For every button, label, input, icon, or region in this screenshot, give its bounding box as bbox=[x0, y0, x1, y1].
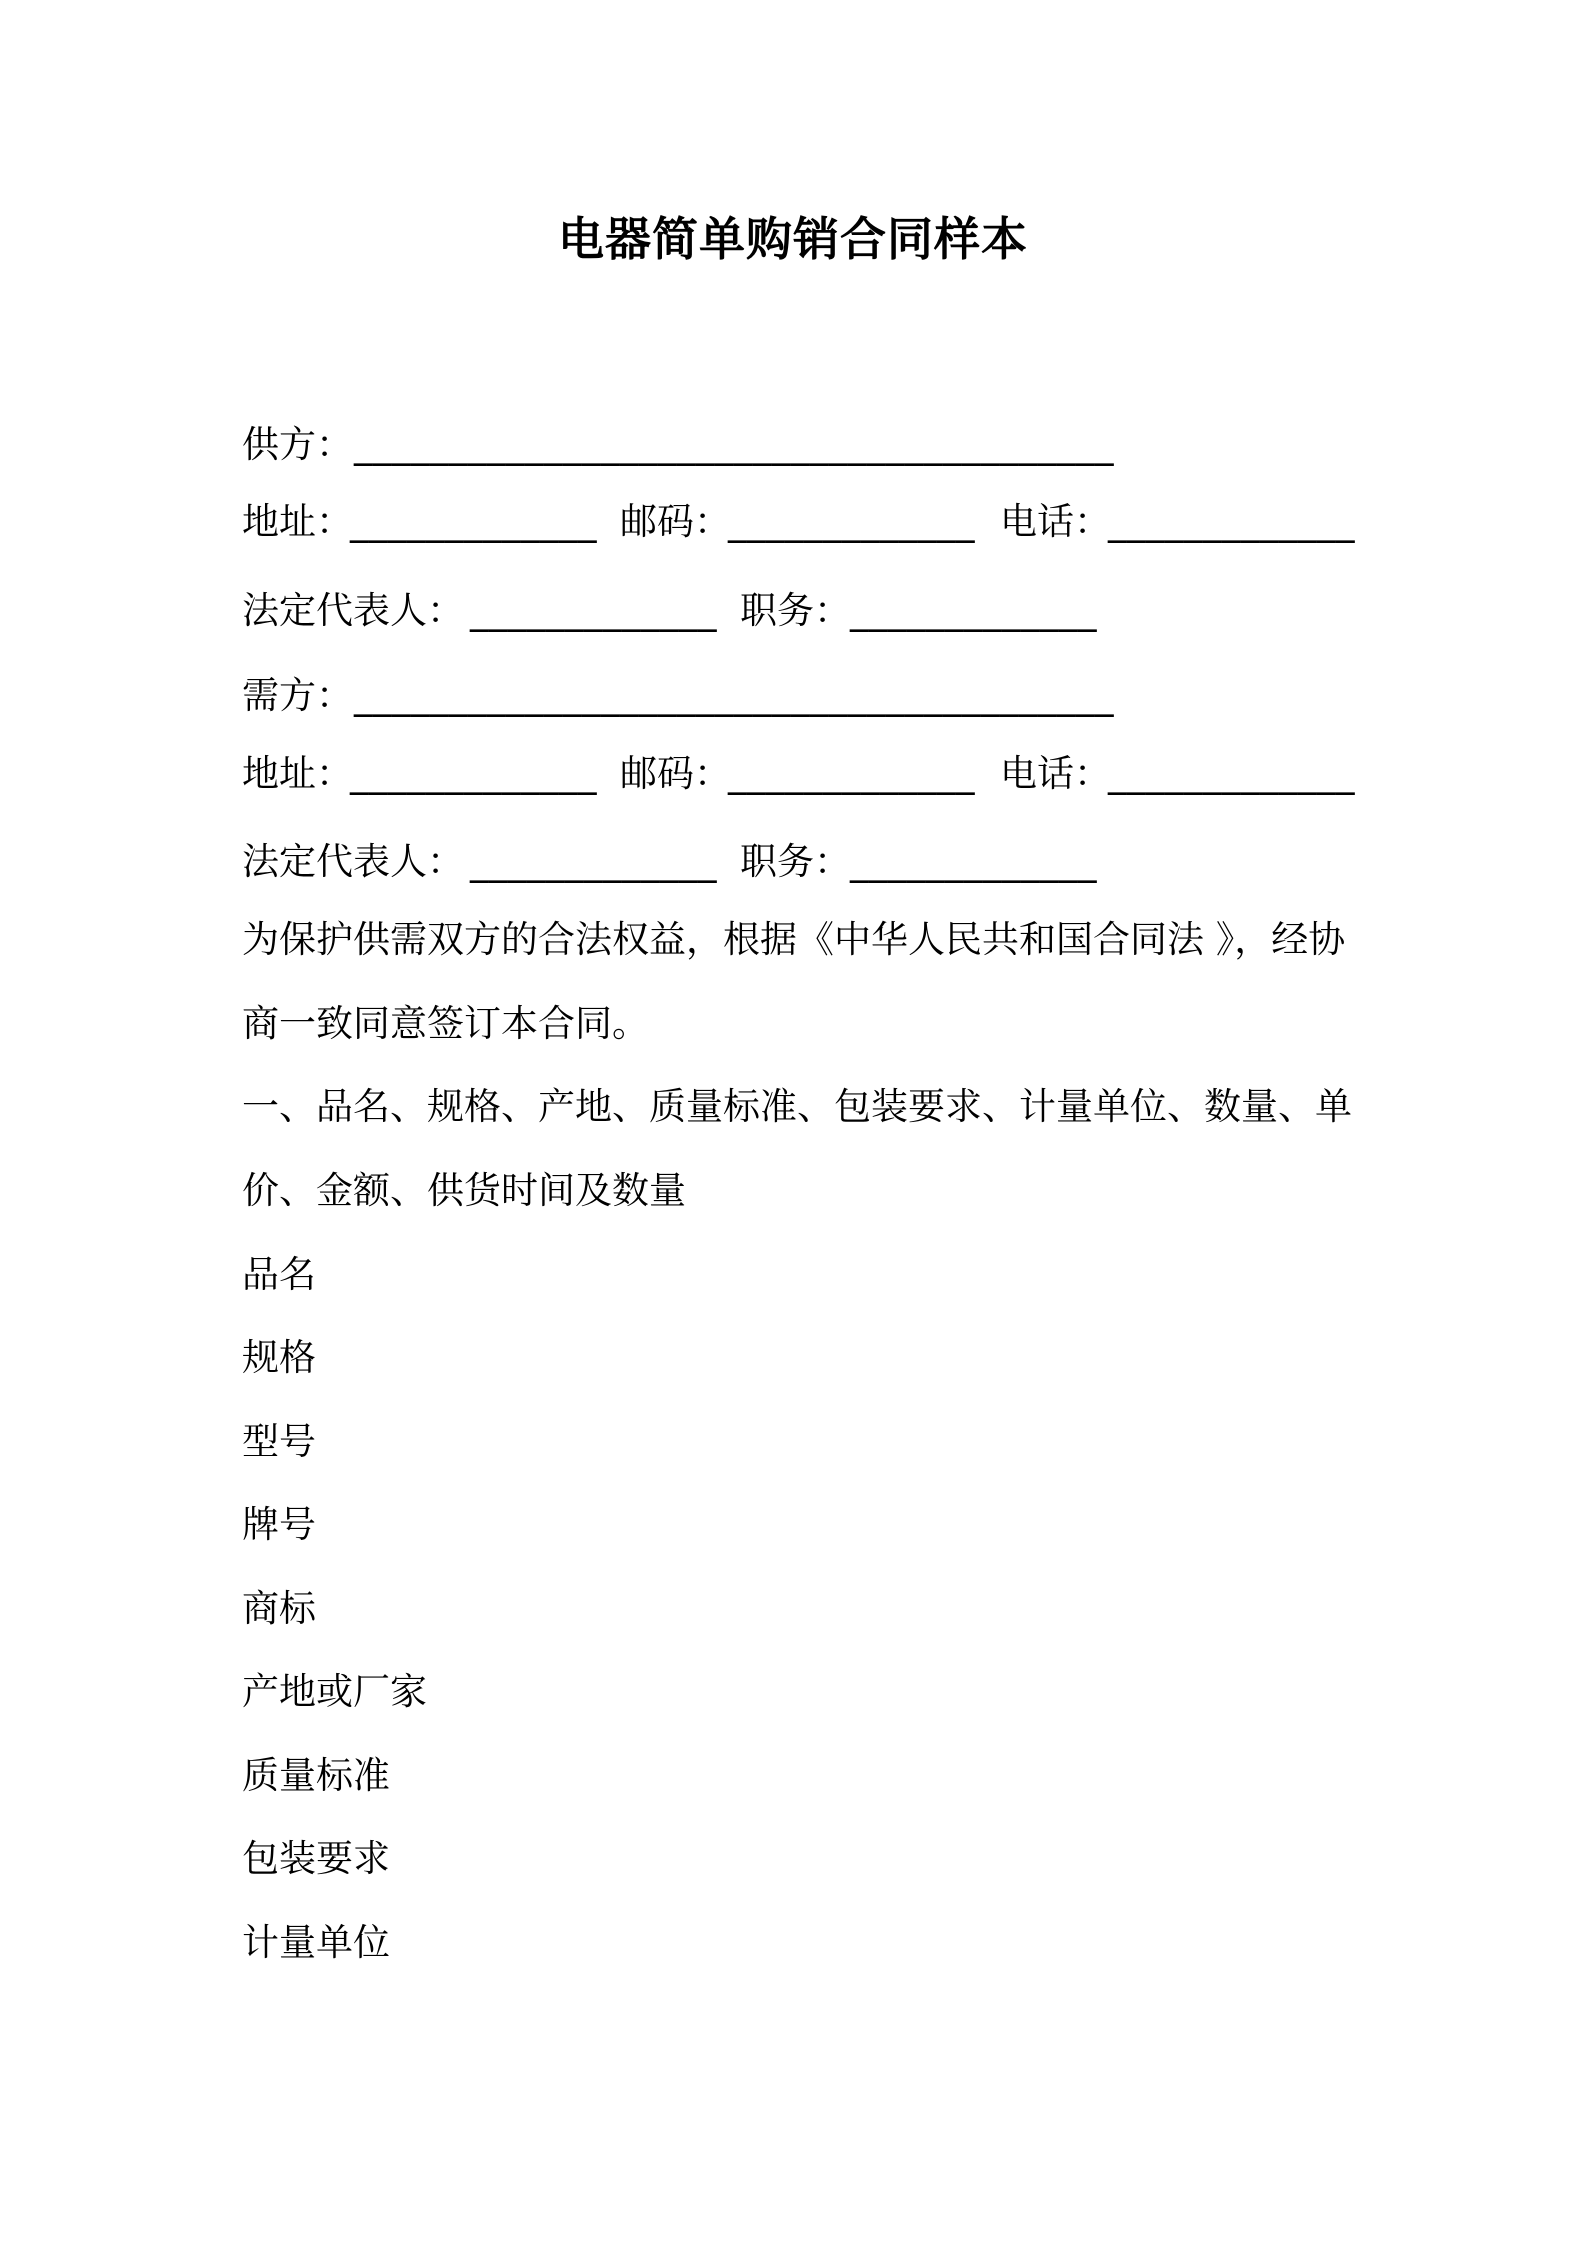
supplier-phone-field[interactable]: _____________ bbox=[1108, 500, 1355, 543]
buyer-postcode-field[interactable]: _____________ bbox=[728, 752, 975, 795]
supplier-phone-label: 电话： bbox=[1000, 500, 1111, 543]
section-1-heading-line-1: 一、品名、规格、产地、质量标准、包装要求、计量单位、数量、单 bbox=[242, 1085, 1352, 1128]
buyer-phone-label: 电话： bbox=[1000, 752, 1111, 795]
supplier-title-field[interactable]: _____________ bbox=[850, 589, 1097, 632]
supplier-title-label: 职务： bbox=[740, 589, 851, 632]
buyer-phone-field[interactable]: _____________ bbox=[1108, 752, 1355, 795]
supplier-postcode-field[interactable]: _____________ bbox=[728, 500, 975, 543]
list-item: 品名 bbox=[242, 1253, 316, 1296]
list-item: 牌号 bbox=[242, 1503, 316, 1546]
list-item: 质量标准 bbox=[242, 1754, 390, 1797]
supplier-rep-label: 法定代表人： bbox=[242, 589, 464, 632]
buyer-title-field[interactable]: _____________ bbox=[850, 840, 1097, 883]
buyer-title-label: 职务： bbox=[740, 840, 851, 883]
supplier-address-field[interactable]: _____________ bbox=[350, 500, 597, 543]
list-item: 包装要求 bbox=[242, 1837, 390, 1880]
list-item: 计量单位 bbox=[242, 1921, 390, 1964]
buyer-rep-label: 法定代表人： bbox=[242, 840, 464, 883]
section-1-heading-line-2: 价、金额、供货时间及数量 bbox=[242, 1169, 686, 1212]
buyer-address-field[interactable]: _____________ bbox=[350, 752, 597, 795]
list-item: 规格 bbox=[242, 1336, 316, 1379]
buyer-rep-field[interactable]: _____________ bbox=[470, 840, 717, 883]
supplier-address-label: 地址： bbox=[242, 500, 353, 543]
list-item: 产地或厂家 bbox=[242, 1670, 427, 1713]
list-item: 型号 bbox=[242, 1420, 316, 1463]
document-title: 电器简单购销合同样本 bbox=[558, 212, 1028, 266]
buyer-address-label: 地址： bbox=[242, 752, 353, 795]
buyer-party-field[interactable]: ________________________________________ bbox=[354, 674, 1114, 717]
supplier-postcode-label: 邮码： bbox=[620, 500, 731, 543]
list-item: 商标 bbox=[242, 1587, 316, 1630]
supplier-rep-field[interactable]: _____________ bbox=[470, 589, 717, 632]
buyer-postcode-label: 邮码： bbox=[620, 752, 731, 795]
supplier-party-field[interactable]: ________________________________________ bbox=[354, 423, 1114, 466]
buyer-party-label: 需方： bbox=[242, 674, 353, 717]
intro-line-1: 为保护供需双方的合法权益，根据《中华人民共和国合同法 》，经协 bbox=[242, 918, 1346, 961]
intro-line-2: 商一致同意签订本合同。 bbox=[242, 1002, 649, 1045]
supplier-party-label: 供方： bbox=[242, 423, 353, 466]
